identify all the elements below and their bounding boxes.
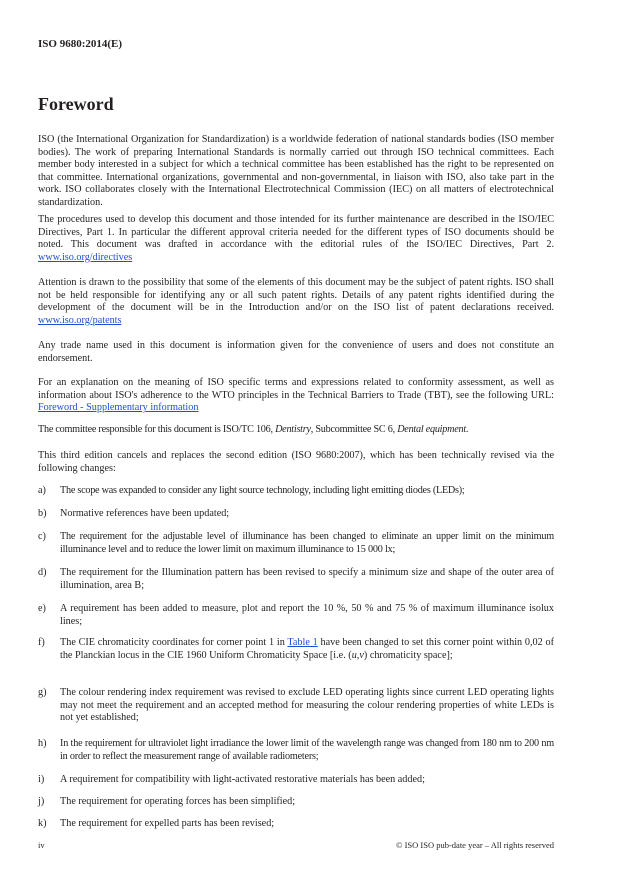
directives-link[interactable]: www.iso.org/directives — [38, 251, 133, 263]
paragraph-procedures — [38, 214, 554, 264]
list-text: A requirement has been added to measure, plot and report the 10 %, 50 % and 75 % of maximum illuminance isolux lines; — [60, 603, 554, 627]
paragraph-text: . — [465, 424, 469, 435]
paragraph-conformity — [38, 377, 554, 415]
list-text-part: , — [356, 649, 360, 661]
list-text: A requirement for compatibility with light-activated restorative materials has been added; — [60, 774, 425, 785]
page-number: iv — [38, 840, 45, 850]
list-item — [38, 818, 554, 831]
list-text-part: ) chromaticity space]; — [363, 649, 453, 661]
list-text-part: u — [351, 649, 357, 661]
paragraph-text: Attention is drawn to the possibility that some of the elements of this document may be the subject of patent rights. ISO shall not be held responsible for identifying any or all such patent rights. Details of any patent rights identified during the development of the document will be in the Introduction and/or on the ISO list of patent declarations received. — [38, 277, 554, 314]
list-item — [38, 796, 554, 809]
paragraph-text: The committee responsible for this document is ISO/TC 106, — [38, 424, 276, 435]
list-text-part: The CIE chromaticity coordinates for corner point 1 in — [60, 637, 288, 648]
list-item — [38, 508, 554, 521]
paragraph-edition: This third edition cancels and replaces the second edition (ISO 9680:2007), which has been technically revised via the following changes: — [38, 450, 554, 474]
document-id-header: ISO 9680:2014(E) — [38, 38, 123, 50]
committee-name: Dentistry — [275, 424, 311, 435]
paragraph-text: , Subcommittee SC 6, — [310, 424, 398, 435]
list-label: f) — [38, 637, 45, 648]
list-item — [38, 485, 554, 498]
list-text: In the requirement for ultraviolet light irradiance the lower limit of the wavelength range was changed from 180 nm to 200 nm in order to reflect the measurement range of available radiometers; — [60, 738, 554, 762]
list-label: b) — [38, 508, 47, 519]
copyright-notice: © ISO ISO pub-date year – All rights reserved — [395, 840, 554, 850]
list-label: k) — [38, 818, 47, 829]
list-label: j) — [38, 796, 45, 807]
list-label: e) — [38, 603, 46, 614]
list-item — [38, 637, 554, 662]
list-item — [38, 738, 554, 763]
list-text-part: have been changed to set this corner point within 0,02 of the Planckian locus in the CIE 1960 Uniform Chromaticity Space [i.e. ( — [60, 637, 554, 661]
list-label: g) — [38, 687, 47, 698]
supplementary-info-link[interactable]: Foreword - Supplementary information — [38, 402, 199, 414]
list-item — [38, 774, 554, 787]
list-text: The scope was expanded to consider any light source technology, including light emitting diodes (LEDs); — [60, 485, 465, 496]
list-text-part: v — [359, 649, 364, 661]
list-item — [38, 567, 554, 592]
list-label: i) — [38, 774, 45, 785]
paragraph-text: The procedures used to develop this document and those intended for its further maintenance are described in the ISO/IEC Directives, Part 1. In particular the different approval criteria needed for the different types of ISO documents should be noted. This document was drafted in accordance with the editorial rules of the ISO/IEC Directives, Part 2. — [38, 214, 554, 251]
list-text: The requirement for expelled parts has been revised; — [60, 818, 275, 829]
paragraph-text: For an explanation on the meaning of ISO specific terms and expressions related to conformity assessment, as well as information about ISO's adherence to the WTO principles in the Technical Barriers to Trade (TBT), see the following URL: — [38, 377, 554, 401]
list-item — [38, 531, 554, 556]
list-text: The requirement for the adjustable level of illuminance has been changed to eliminate an upper limit on the minimum illuminance level and to reduce the lower limit on maximum illuminance to 15 000 lx; — [60, 531, 554, 555]
subcommittee-name: Dental equipment — [397, 424, 466, 435]
list-text: The colour rendering index requirement was revised to exclude LED operating lights since current LED operating lights may not meet the requirement and an accepted method for measuring the colour rendering properties of white LEDs is not yet established; — [60, 687, 554, 724]
list-item — [38, 687, 554, 725]
paragraph-committee — [38, 424, 554, 437]
list-text: Normative references have been updated; — [60, 508, 230, 519]
list-text: The requirement for the Illumination pattern has been revised to specify a minimum size and shape of the outer area of illumination, area B; — [60, 567, 554, 591]
list-item — [38, 603, 554, 628]
table-1-link[interactable]: Table 1 — [287, 637, 318, 648]
list-label: d) — [38, 567, 47, 578]
patents-link[interactable]: www.iso.org/patents — [38, 314, 122, 326]
list-label: a) — [38, 485, 46, 496]
list-label: h) — [38, 738, 47, 749]
paragraph-trade-name: Any trade name used in this document is information given for the convenience of users and does not constitute an endorsement. — [38, 340, 554, 364]
page-title: Foreword — [38, 94, 114, 114]
list-label: c) — [38, 531, 46, 542]
list-text: The requirement for operating forces has been simplified; — [60, 796, 296, 807]
paragraph-iso-intro: ISO (the International Organization for Standardization) is a worldwide federation of national standards bodies (ISO member bodies). The work of preparing International Standards is normally carried out through ISO technical committees. Each member body interested in a subject for which a technical committee has been established has the right to be represented on that committee. International organizations, governmental and non-governmental, in liaison with ISO, also take part in the work. ISO collaborates closely with the International Electrotechnical Commission (IEC) on all matters of electrotechnical standardization. — [38, 134, 554, 208]
paragraph-patents — [38, 277, 554, 327]
list-text — [60, 637, 554, 662]
